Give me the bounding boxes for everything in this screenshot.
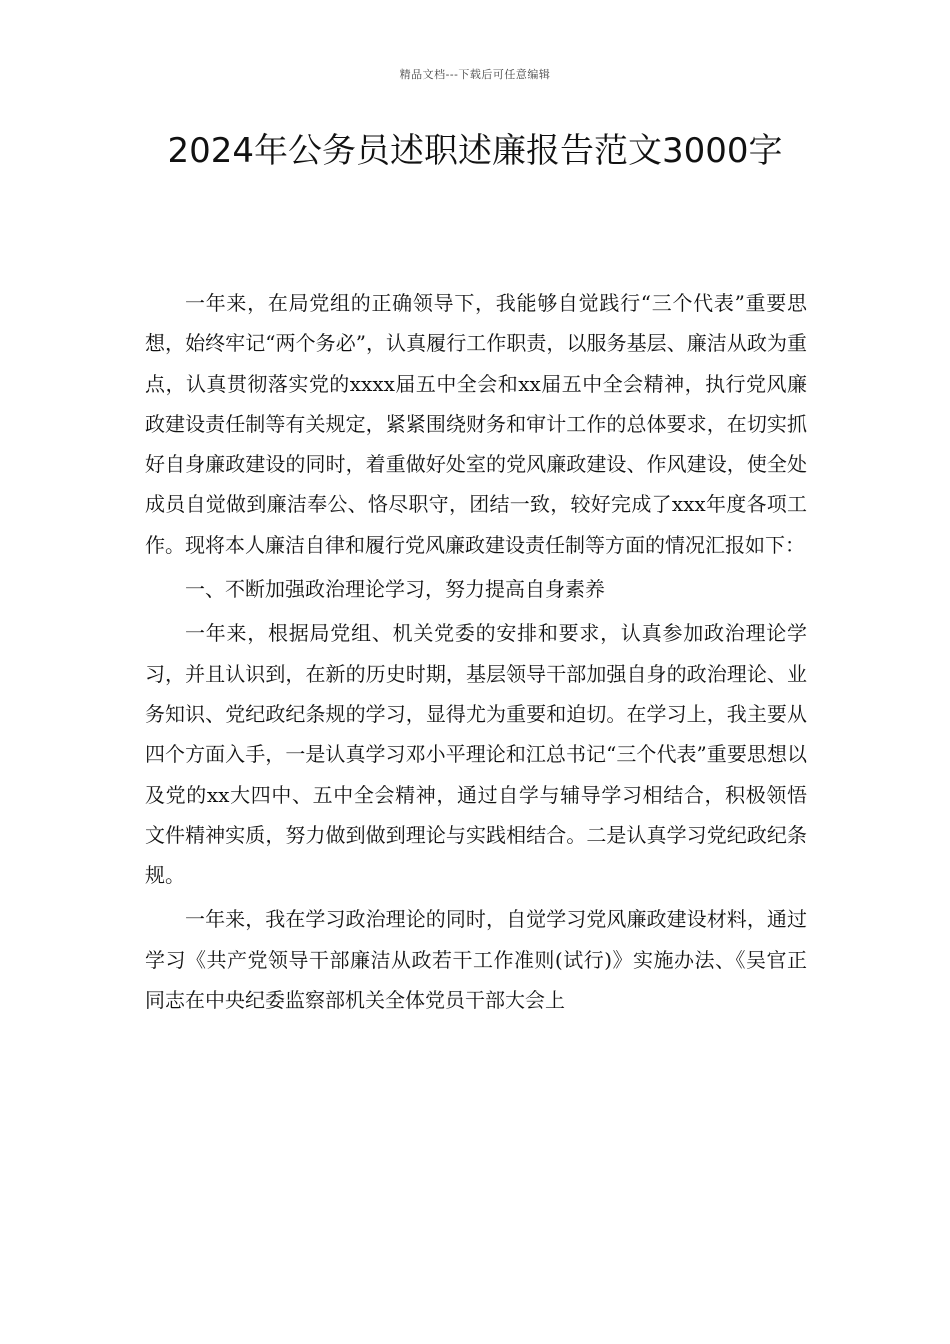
paragraph-discipline: 一年来，我在学习政治理论的同时，自觉学习党风廉政建设材料，通过学习《共产党领导干部廉洁从政若干工作准则(试行)》实施办法、《吴官正同志在中央纪委监察部机关全体党员干部大会上: [145, 907, 807, 1013]
paragraph-study: 一年来，根据局党组、机关党委的安排和要求，认真参加政治理论学习，并且认识到，在新的历史时期，基层领导干部加强自身的政治理论、业务知识、党纪政纪条规的学习，显得尤为重要和迫切。在学习上，我主要从四个方面入手，一是认真学习邓小平理论和江总书记“三个代表”重要思想以及党的xx大四中、五中全会精神，通过自学与辅导学习相结合，积极领悟文件精神实质，努力做到做到理论与实践相结合。二是认真学习党纪政纪条规。: [145, 621, 807, 888]
document-body: [145, 283, 807, 1024]
section-heading-1: 一、不断加强政治理论学习，努力提高自身素养: [185, 577, 605, 602]
document-title: 2024年公务员述职述廉报告范文3000字: [167, 131, 783, 171]
header-note: 精品文档---下载后可任意编辑: [399, 68, 551, 81]
paragraph-intro: 一年来，在局党组的正确领导下，我能够自觉践行“三个代表”重要思想，始终牢记“两个务必”，认真履行工作职责，以服务基层、廉洁从政为重点，认真贯彻落实党的xxxx届五中全会和xx届五中全会精神，执行党风廉政建设责任制等有关规定，紧紧围绕财务和审计工作的总体要求，在切实抓好自身廉政建设的同时，着重做好处室的党风廉政建设、作风建设，使全处成员自觉做到廉洁奉公、恪尽职守，团结一致，较好完成了xxx年度各项工作。现将本人廉洁自律和履行党风廉政建设责任制等方面的情况汇报如下：: [145, 291, 807, 557]
